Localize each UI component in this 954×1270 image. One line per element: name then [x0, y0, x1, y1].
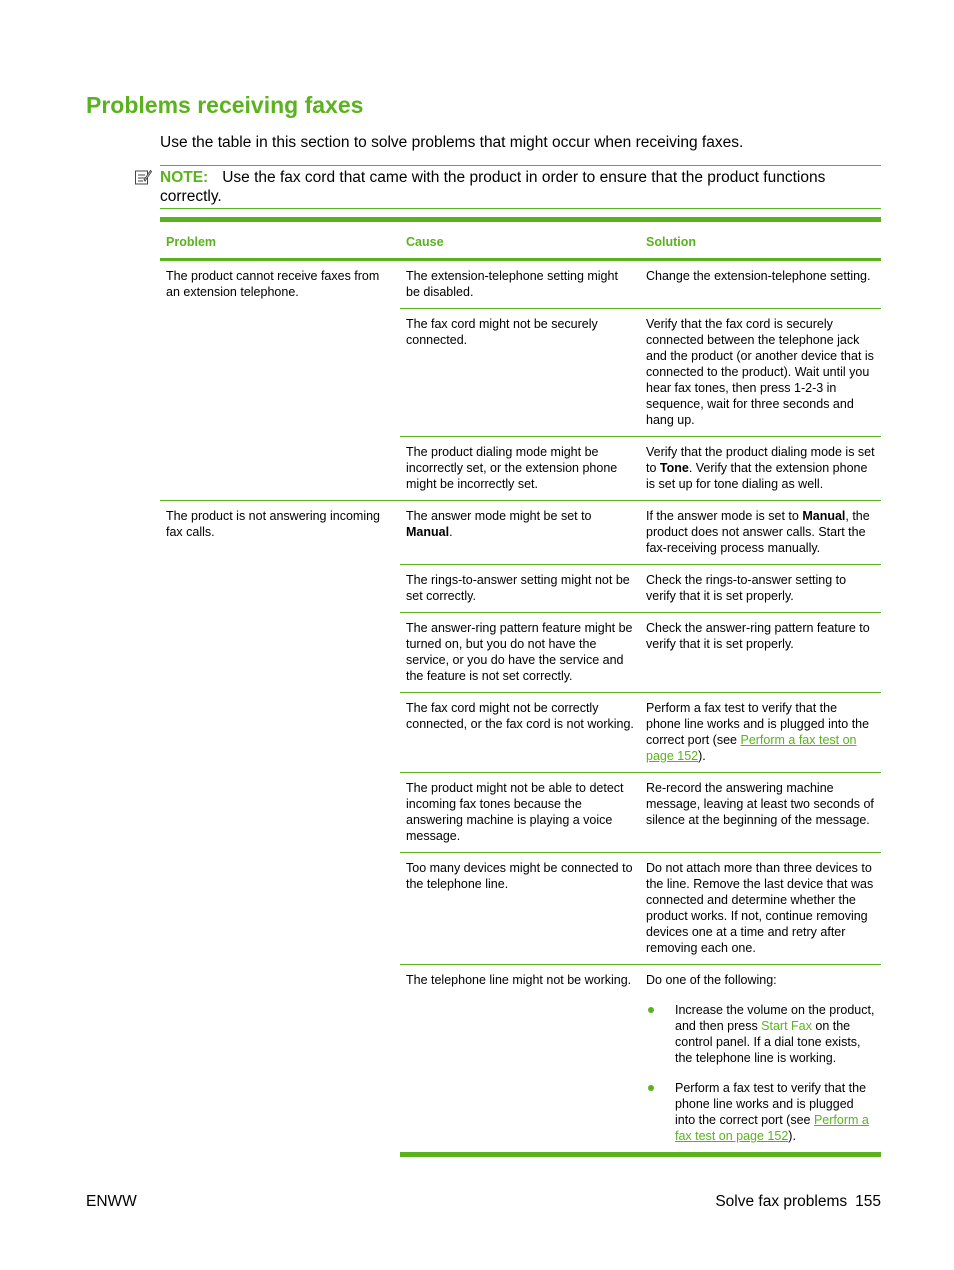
cause-cell: The fax cord might not be securely connected. — [400, 309, 640, 437]
table-row — [160, 501, 881, 565]
list-item: Perform a fax test to verify that the phone line works and is plugged into the correct port (see Perform a fax test on page 152). — [646, 1080, 875, 1144]
cause-cell: The telephone line might not be working. — [400, 965, 640, 1155]
footer-left: ENWW — [86, 1193, 137, 1210]
solution-cell: Verify that the fax cord is securely connected between the telephone jack and the product (or another device that is connected to the product). Wait until you hear fax tones, then press 1-2-3 in sequence, wait for three seconds and hang up. — [640, 309, 881, 437]
header-problem: Problem — [166, 235, 217, 249]
header-cause: Cause — [406, 235, 444, 249]
start-fax-key: Start Fax — [761, 1019, 812, 1033]
cause-cell: The answer mode might be set to Manual. — [400, 501, 640, 565]
list-item: Increase the volume on the product, and then press Start Fax on the control panel. If a dial tone exists, the telephone line is working. — [646, 1002, 875, 1066]
solution-cell: Change the extension-telephone setting. — [640, 260, 881, 309]
intro-text: Use the table in this section to solve problems that might occur when receiving faxes. — [160, 134, 744, 151]
solution-cell: Check the rings-to-answer setting to verify that it is set properly. — [640, 565, 881, 613]
problem-cell: The product cannot receive faxes from an extension telephone. — [160, 260, 400, 501]
fax-test-link[interactable]: Perform a fax test on page 152 — [646, 733, 857, 763]
bullet-icon — [648, 1085, 654, 1091]
solution-cell: Perform a fax test to verify that the phone line works and is plugged into the correct port (see Perform a fax test on page 152). — [640, 693, 881, 773]
solution-cell: Re-record the answering machine message, leaving at least two seconds of silence at the beginning of the message. — [640, 773, 881, 853]
solution-bullet-list — [646, 1002, 875, 1144]
solution-cell: If the answer mode is set to Manual, the product does not answer calls. Start the fax-receiving process manually. — [640, 501, 881, 565]
page-title: Problems receiving faxes — [86, 92, 364, 118]
note-icon — [134, 168, 152, 186]
header-solution: Solution — [646, 235, 696, 249]
table-header-row — [160, 220, 881, 260]
cause-cell: The rings-to-answer setting might not be set correctly. — [400, 565, 640, 613]
troubleshooting-table — [160, 217, 881, 1157]
cause-cell: The fax cord might not be correctly connected, or the fax cord is not working. — [400, 693, 640, 773]
note-box — [160, 165, 881, 209]
problem-cell: The product is not answering incoming fax calls. — [166, 509, 381, 539]
solution-cell: Check the answer-ring pattern feature to verify that it is set properly. — [640, 613, 881, 693]
cause-cell: The answer-ring pattern feature might be turned on, but you do not have the service, or you do have the service and the feature is not set correctly. — [400, 613, 640, 693]
fax-test-link[interactable]: Perform a fax test on page 152 — [675, 1113, 869, 1143]
note-text: Use the fax cord that came with the product in order to ensure that the product functions correctly. — [160, 169, 826, 205]
table-row — [160, 260, 881, 309]
cause-cell: Too many devices might be connected to the telephone line. — [400, 853, 640, 965]
footer-section: Solve fax problems — [715, 1193, 848, 1210]
solution-cell: Do not attach more than three devices to the line. Remove the last device that was connected and determine whether the product works. If not, continue removing devices one at a time and retry after removing each one. — [640, 853, 881, 965]
cause-cell: The product dialing mode might be incorrectly set, or the extension phone might be incorrectly set. — [400, 437, 640, 501]
solution-cell: Do one of the following: Increase the volume on the product, and then press Start Fax on the control panel. If a dial tone exists, the telephone line is working. Perform a fax test to verify that the phone line works and is plugged into the correct port (see Perform a fax test on page 152). — [640, 965, 881, 1155]
page-number: 155 — [855, 1193, 881, 1210]
note-label: NOTE: — [160, 169, 209, 186]
footer-right — [715, 1193, 881, 1211]
solution-cell: Verify that the product dialing mode is set to Tone. Verify that the extension phone is set up for tone dialing as well. — [640, 437, 881, 501]
bullet-icon — [648, 1007, 654, 1013]
cause-cell: The product might not be able to detect incoming fax tones because the answering machine is playing a voice message. — [400, 773, 640, 853]
cause-cell: The extension-telephone setting might be disabled. — [400, 260, 640, 309]
